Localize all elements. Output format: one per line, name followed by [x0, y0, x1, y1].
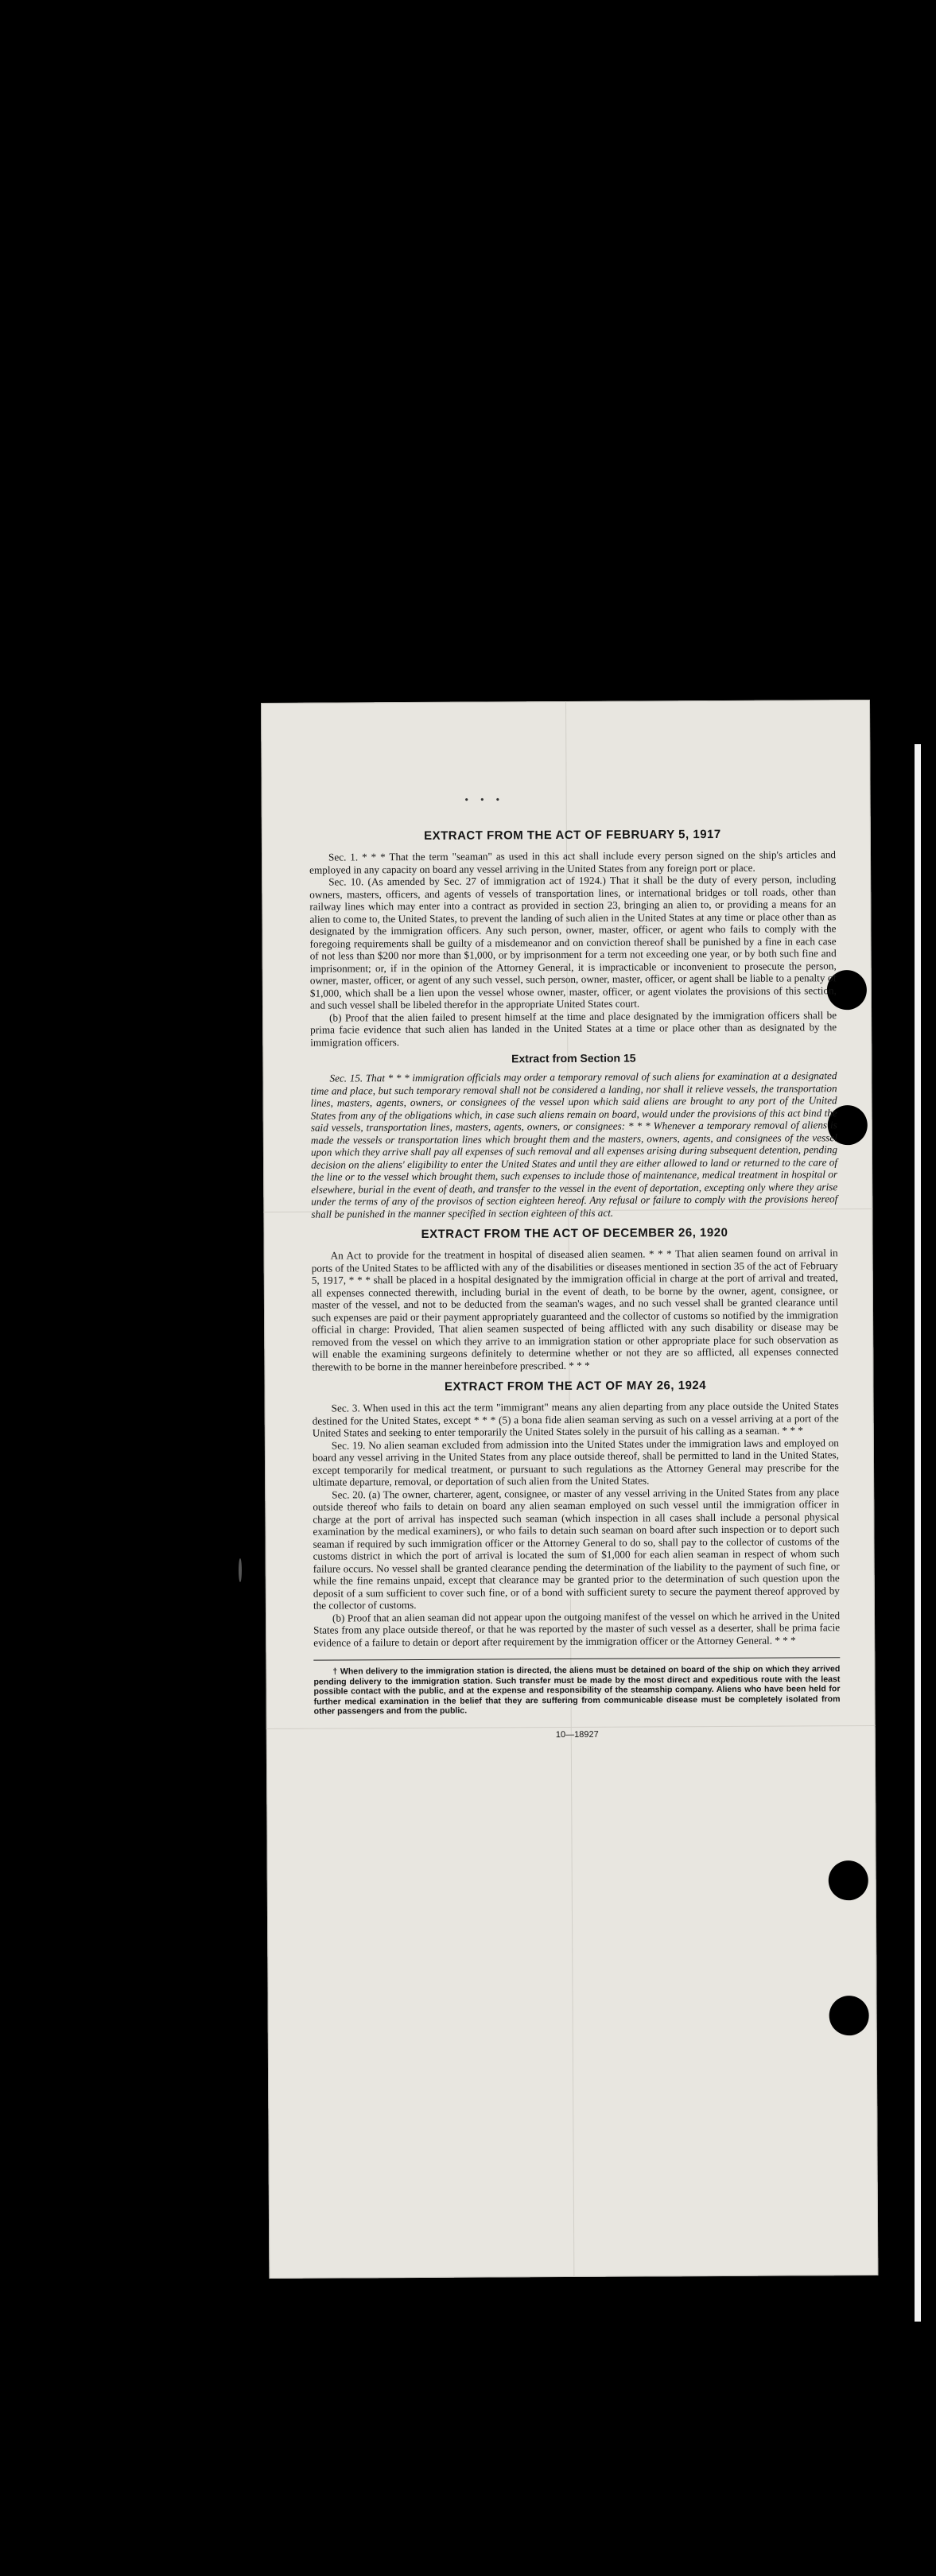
paragraph: Sec. 19. No alien seaman excluded from admission into the United States under the immigration laws and employed on board any vessel arriving in the United States from any place outside thereof, shall be permitted to land in the United States, except temporarily for medical treatment, or pursuant to such regulations as the Attorney General may prescribe for the ultimate departure, removal, or deportation of such alien from the United States. — [312, 1436, 840, 1488]
paragraph: (b) Proof that the alien failed to present himself at the time and place designated by the immigration officers shall be prima facie evidence that such alien has landed in the United States at a time or place other than as designated by the immigration officers. — [310, 1008, 837, 1049]
document-page — [261, 700, 878, 2279]
form-number: 10—18927 — [555, 1729, 599, 1740]
scan-artifact — [239, 1558, 242, 1582]
paragraph: Sec. 1. * * * That the term "seaman" as used in this act shall include every person signed on the ship's articles and employed in any capacity on board any vessel arriving in the United States from any foreign port or place. — [309, 848, 837, 876]
paragraph: Sec. 15. That * * * immigration officials may order a temporary removal of such aliens for examination at a designated time and place, but such temporary removal shall not be considered a landing, nor shall it relieve vessels, the transportation lines, masters, agents, owners, or consignees of the vessel upon which said aliens are brought to any port of the United States from any of the obligations which, in case such aliens remain on board, would under the provisions of this act bind the said vessels, transportation lines, masters, agents, owners, or consignees: * * * Whenever a temporary removal of aliens is made the vessels or transportation lines which brought them and the masters, owners, agents, and consignees of the vessel upon which they arrive shall pay all expenses of such removal and all expenses arising during subsequent detention, pending decision on the aliens' eligibility to enter the United States and until they are either allowed to land or returned to the care of the line or to the vessel which brought them, such expenses to include those of maintenance, medical treatment in hospital or elsewhere, burial in the event of death, and transfer to the vessel in the event of deportation, excepting only where they arise under the terms of any of the provisos of section eighteen hereof. Any refusal or failure to comply with the provisions hereof shall be punished in the manner specified in section eighteen of this act. — [310, 1069, 838, 1220]
document-body — [309, 827, 841, 1740]
section-heading: EXTRACT FROM THE ACT OF FEBRUARY 5, 1917 — [424, 827, 721, 843]
paragraph: Sec. 3. When used in this act the term "immigrant" means any alien departing from any place outside the United States destined for the United States, except * * * (5) a bona fide alien seaman serving as such on a vessel arriving at a port of the United States and seeking to enter temporarily the United States solely in the pursuit of his calling as a seaman. * * * — [312, 1399, 839, 1439]
footnote: † When delivery to the immigration station is directed, the aliens must be detained on board of the ship on which they arrived pending delivery to the immigration station. Such transfer must be made by the most direct and expeditious route with the least possible contact with the public, and at the expense and responsibility of the steamship company. Aliens who have been held for further medical examination in the belief that they are suffering from communicable disease must be completely isolated from other passengers and from the public. — [313, 1664, 841, 1717]
section-heading: Extract from Section 15 — [511, 1051, 636, 1065]
section-heading: EXTRACT FROM THE ACT OF DECEMBER 26, 1920 — [421, 1225, 728, 1241]
header-mark: • • • — [464, 793, 504, 805]
footnote-divider — [313, 1657, 840, 1660]
paragraph: Sec. 10. (As amended by Sec. 27 of immigration act of 1924.) That it shall be the duty of every person, including owners, masters, officers, and agents of vessels of transportation lines, or international bridges or toll roads, other than railway lines which may enter into a contract as provided in section 23, bringing an alien to, or providing a means for an alien to come to, the United States, to prevent the landing of such alien in the United States at any time or place other than as designated by the immigration officers. Any such person, owner, master, officer, or agent who fails to comply with the foregoing requirements shall be guilty of a misdemeanor and on conviction thereof shall be punished by a fine in each case of not less than $200 nor more than $1,000, or by imprisonment for a term not exceeding one year, or by both such fine and imprisonment; or, if in the opinion of the Attorney General, it is impracticable or inconvenient to prosecute the person, owner, master, officer, or agent of any such vessel, such person, owner, master, officer, or agent shall be liable to a penalty of $1,000, which shall be a lien upon the vessel whose owner, master, officer, or agent violates the provisions of this section, and such vessel shall be libeled therefor in the appropriate United States court. — [309, 873, 837, 1011]
punch-hole — [829, 1860, 868, 1900]
paragraph: An Act to provide for the treatment in hospital of diseased alien seamen. * * * That alien seamen found on arrival in ports of the United States to be afflicted with any of the disabilities or diseases mentioned in section 35 of the act of February 5, 1917, * * * shall be placed in a hospital designated by the immigration official in charge at the port of arrival and treated, all expenses connected therewith, including burial in the event of death, to be borne by the owner, agent, consignee, or master of the vessel, and not to be deducted from the seaman's wages, and no such vessel shall be granted clearance until such expenses are paid or their payment appropriately guaranteed and the collector of customs so notified by the immigration official in charge: Provided, That alien seamen suspected of being afflicted with any such disability or disease may be removed from the vessel on which they arrive to an immigration station or other appropriate place for such observation as will enable the examining surgeons definitely to determine whether or not they are so afflicted, all expenses connected therewith to be borne in the manner hereinbefore prescribed. * * * — [311, 1247, 839, 1373]
paragraph: (b) Proof that an alien seaman did not appear upon the outgoing manifest of the vessel on which he arrived in the United States from any place outside thereof, or that he was reported by the master of such vessel as a deserter, shall be prima facie evidence of a failure to detain or deport after requirement by the immigration officer or the Attorney General. * * * — [313, 1608, 841, 1649]
section-heading: EXTRACT FROM THE ACT OF MAY 26, 1924 — [444, 1379, 707, 1394]
punch-hole — [829, 1996, 869, 2035]
paragraph: Sec. 20. (a) The owner, charterer, agent, consignee, or master of any vessel arriving in the United States from any place outside thereof who fails to detain on board any alien seaman employed on such vessel until the immigration officer in charge at the port of arrival has inspected such seaman (which inspection in all cases shall include a personal physical examination by the medical examiners), or who fails to detain such seaman on board after such inspection or to deport such seaman if required by such immigration officer or the Attorney General to do so, shall pay to the collector of customs of the customs district in which the port of arrival is located the sum of $1,000 for each alien seaman in respect of whom such failure occurs. No vessel shall be granted clearance pending the determination of the liability to the payment of such fine, or while the fine remains unpaid, except that clearance may be granted prior to the determination of such question upon the deposit of a sum sufficient to cover such fine, or of a bond with sufficient surety to secure the payment thereof approved by the collector of customs. — [313, 1485, 840, 1612]
scanner-edge-bar — [915, 744, 921, 2322]
